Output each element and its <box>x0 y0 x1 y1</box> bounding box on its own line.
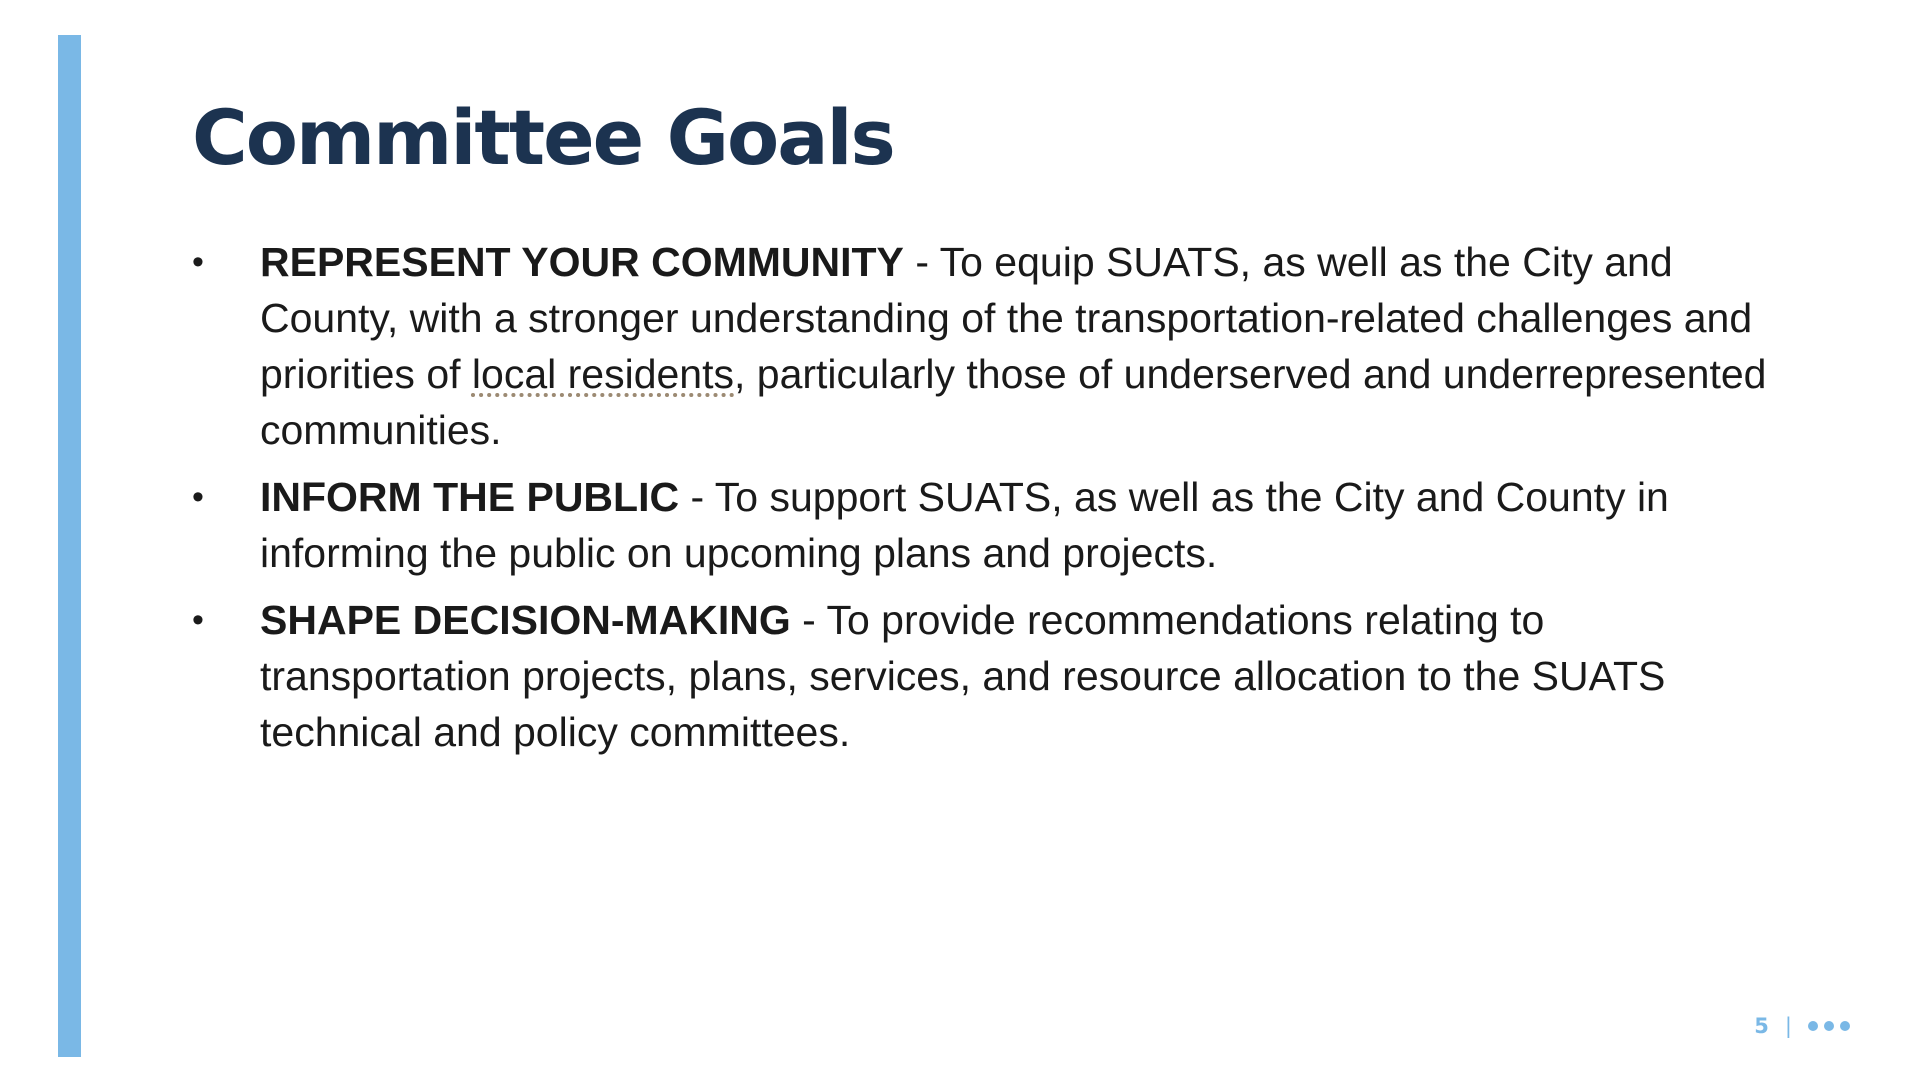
slide-title: Committee Goals <box>192 93 894 182</box>
goal-text: - To equip SUATS, as well as the City and County, with a stronger understanding of the transportation-related challenges and priorities of <box>260 239 1753 397</box>
accent-bar <box>58 35 81 1057</box>
goal-heading: REPRESENT YOUR COMMUNITY <box>260 239 904 285</box>
goals-list <box>192 234 1772 771</box>
slide-footer <box>1754 1014 1850 1038</box>
bullet-icon: • <box>192 478 204 516</box>
goal-text: - To provide recommendations relating to transportation projects, plans, services, and resource allocation to the SUATS technical and policy committees. <box>260 597 1666 755</box>
goal-item-inform-public <box>192 469 1772 581</box>
goal-heading: SHAPE DECISION-MAKING <box>260 597 791 643</box>
goal-item-represent-community <box>192 234 1772 458</box>
page-number: 5 <box>1754 1014 1769 1038</box>
ellipsis-dots-icon <box>1808 1021 1850 1031</box>
bullet-icon: • <box>192 601 204 639</box>
local-residents-text: local residents <box>471 351 734 397</box>
goal-text: - To support SUATS, as well as the City and County in informing the public on upcoming plans and projects. <box>260 474 1669 576</box>
goal-item-shape-decision-making <box>192 592 1772 760</box>
footer-separator: | <box>1784 1014 1792 1038</box>
goal-text-continued: , particularly those of underserved and underrepresented communities. <box>260 351 1767 453</box>
bullet-icon: • <box>192 243 204 281</box>
goal-heading: INFORM THE PUBLIC <box>260 474 680 520</box>
